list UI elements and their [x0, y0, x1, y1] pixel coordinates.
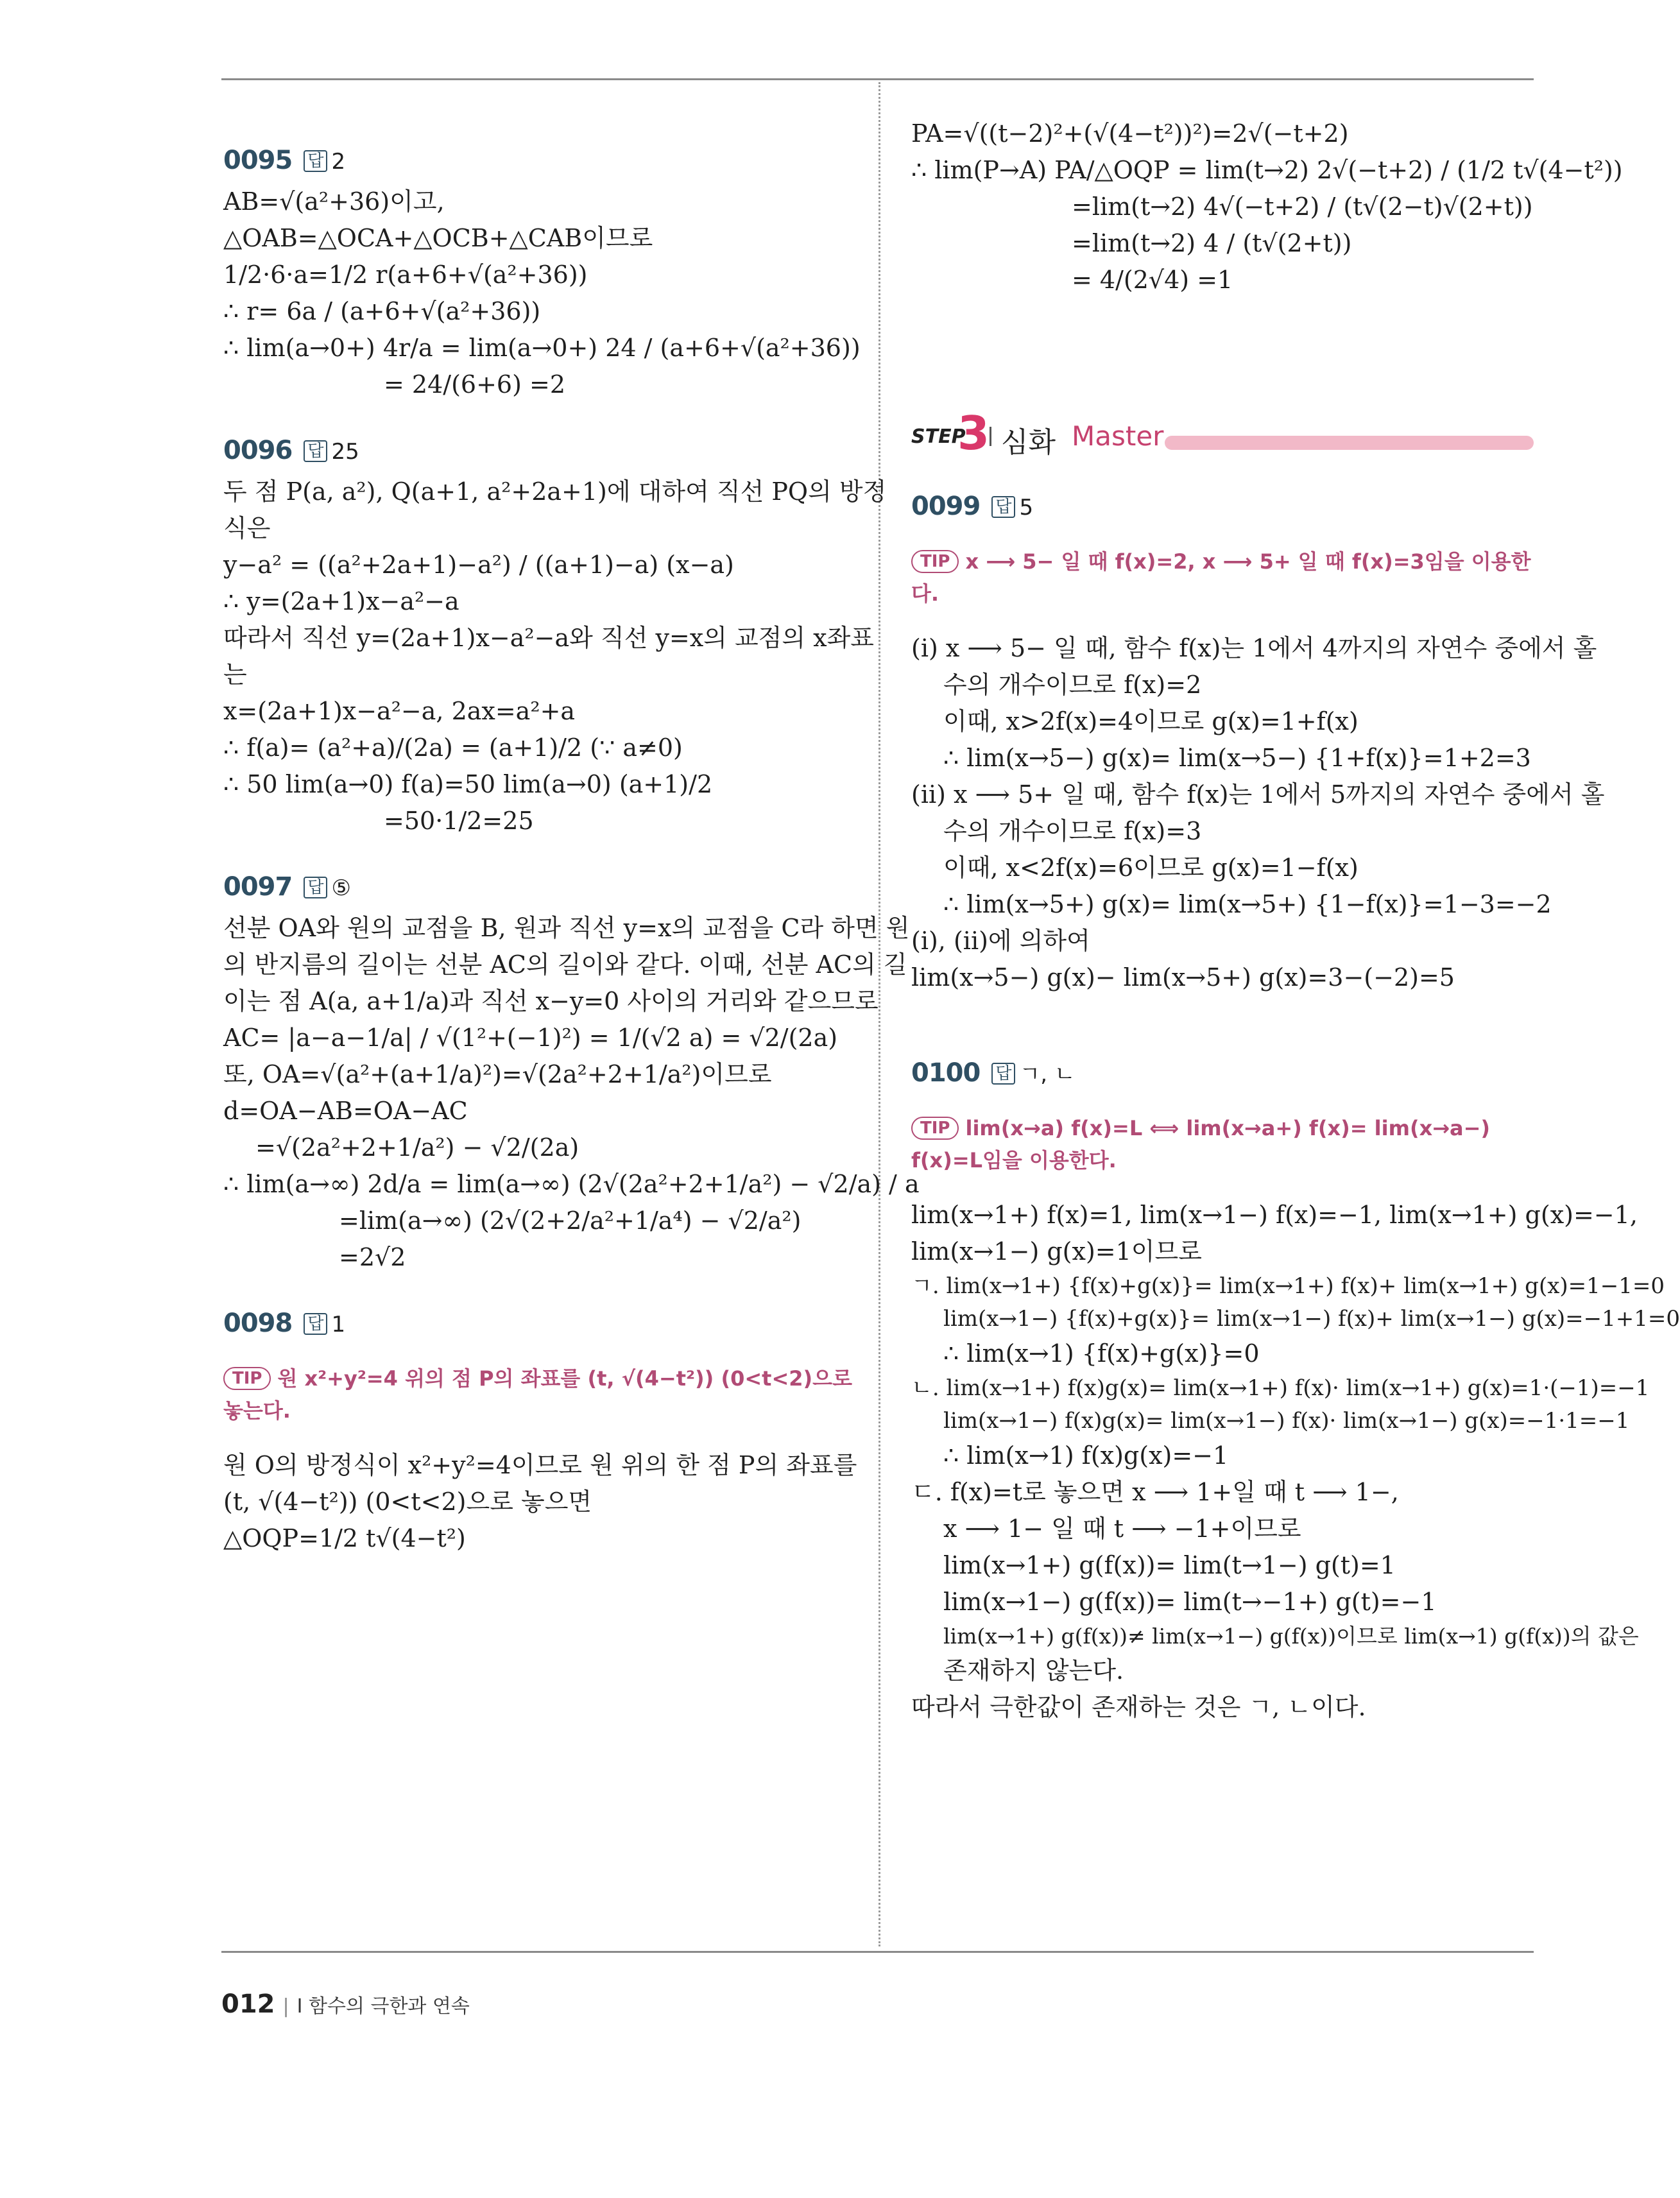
solution-line: (ii) x ⟶ 5+ 일 때, 함수 f(x)는 1에서 5까지의 자연수 중에서 홀 — [911, 780, 1605, 809]
solution-line: 수의 개수이므로 f(x)=3 — [943, 817, 1202, 846]
solution-line: 두 점 P(a, a²), Q(a+1, a²+2a+1)에 대하여 직선 PQ의 방정 — [223, 477, 887, 506]
solution-line: (t, √(4−t²)) (0<t<2)으로 놓으면 — [223, 1488, 592, 1516]
solution-line: ∴ lim(P→A) PA/△OQP = lim(t→2) 2√(−t+2) / (1/2 t√(4−t²)) — [911, 156, 1623, 184]
solution-line: =√(2a²+2+1/a²) − √2/(2a) — [255, 1133, 579, 1162]
answer-value: 2 — [331, 149, 346, 175]
right-column — [911, 116, 1680, 1726]
solution-line: lim(x→5−) g(x)− lim(x→5+) g(x)=3−(−2)=5 — [911, 963, 1455, 992]
problem-number: 0100 — [911, 1058, 981, 1088]
solution-line: y−a² = ((a²+2a+1)−a²) / ((a+1)−a) (x−a) — [223, 551, 734, 579]
solution-line: =50·1/2=25 — [384, 807, 534, 835]
solution-line: ㄷ. f(x)=t로 놓으면 x ⟶ 1+일 때 t ⟶ 1−, — [911, 1478, 1399, 1507]
answer-badge: 답 — [304, 440, 327, 462]
solution-line: △OAB=△OCA+△OCB+△CAB이므로 — [223, 224, 653, 252]
solution-line: AC= |a−a−1/a| / √(1²+(−1)²) = 1/(√2 a) = √2/(2a) — [223, 1024, 838, 1052]
solution-line: ∴ f(a)= (a²+a)/(2a) = (a+1)/2 (∵ a≠0) — [223, 734, 683, 762]
solution-line: 식은 — [223, 514, 271, 542]
solution-line: ∴ lim(x→5−) g(x)= lim(x→5−) {1+f(x)}=1+2=3 — [943, 744, 1531, 773]
solution-line: = 4/(2√4) =1 — [1072, 266, 1233, 294]
problem-number: 0098 — [223, 1309, 293, 1338]
solution-line: 선분 OA와 원의 교점을 B, 원과 직선 y=x의 교점을 C라 하면 원 — [223, 914, 910, 942]
tip-note — [223, 1363, 852, 1427]
solution-line: lim(x→1+) g(f(x))≠ lim(x→1−) g(f(x))이므로 lim(x→1) g(f(x))의 값은 — [943, 1624, 1639, 1649]
solution-line: lim(x→1−) g(f(x))= lim(t→−1+) g(t)=−1 — [943, 1588, 1437, 1617]
solution-line: =lim(t→2) 4 / (t√(2+t)) — [1072, 229, 1352, 257]
solution-line: ∴ y=(2a+1)x−a²−a — [223, 587, 459, 615]
tip-badge: TIP — [911, 550, 959, 573]
problem-0098-header — [223, 1304, 852, 1343]
page-number: 012 — [221, 1989, 275, 2019]
solution-line: AB=√(a²+36)이고, — [223, 187, 445, 216]
tip-badge: TIP — [223, 1367, 271, 1390]
solution-line: lim(x→1−) {f(x)+g(x)}= lim(x→1−) f(x)+ lim(x→1−) g(x)=−1+1=0 — [943, 1306, 1680, 1332]
solution-line: ∴ lim(x→1) {f(x)+g(x)}=0 — [943, 1339, 1260, 1368]
solution-line: ∴ lim(x→1) f(x)g(x)=−1 — [943, 1441, 1229, 1470]
solution-line: ∴ r= 6a / (a+6+√(a²+36)) — [223, 297, 541, 325]
bottom-rule — [221, 1951, 1534, 1953]
step-title: 심화 — [1001, 426, 1056, 459]
solution-line: ∴ 50 lim(a→0) f(a)=50 lim(a→0) (a+1)/2 — [223, 770, 713, 798]
solution-line: (i) x ⟶ 5− 일 때, 함수 f(x)는 1에서 4까지의 자연수 중에서 홀 — [911, 634, 1597, 663]
solution-line: 원 O의 방정식이 x²+y²=4이므로 원 위의 한 점 P의 좌표를 — [223, 1451, 857, 1480]
solution-line: 는 — [223, 660, 247, 689]
step-banner — [911, 408, 1540, 459]
step-subtitle: Master — [1072, 420, 1164, 452]
answer-badge: 답 — [991, 496, 1015, 518]
solution-line: lim(x→1+) g(f(x))= lim(t→1−) g(t)=1 — [943, 1551, 1396, 1580]
solution-line: ㄱ. lim(x→1+) {f(x)+g(x)}= lim(x→1+) f(x)+ lim(x→1+) g(x)=1−1=0 — [911, 1273, 1665, 1300]
solution-line: 따라서 직선 y=(2a+1)x−a²−a와 직선 y=x의 교점의 x좌표 — [223, 624, 875, 652]
solution-line: 이는 점 A(a, a+1/a)과 직선 x−y=0 사이의 거리와 같으므로 — [223, 987, 879, 1015]
problem-0099-header — [911, 487, 1540, 526]
answer-value: ㄱ, ㄴ — [1019, 1061, 1076, 1088]
step-number: 3 — [957, 406, 990, 460]
problem-number: 0096 — [223, 436, 293, 465]
answer-badge: 답 — [304, 150, 327, 172]
problem-number: 0097 — [223, 872, 293, 902]
step-stripe — [1165, 436, 1534, 450]
page-footer — [221, 1989, 470, 2019]
solution-line: △OQP=1/2 t√(4−t²) — [223, 1524, 466, 1553]
solution-line: ㄴ. lim(x→1+) f(x)g(x)= lim(x→1+) f(x)· lim(x→1+) g(x)=1·(−1)=−1 — [911, 1375, 1650, 1402]
step-label: STEP — [911, 425, 966, 448]
solution-line: =lim(t→2) 4√(−t+2) / (t√(2−t)√(2+t)) — [1072, 193, 1533, 221]
problem-0095-header — [223, 141, 852, 180]
answer-value: 25 — [331, 439, 359, 465]
solution-line: 따라서 극한값이 존재하는 것은 ㄱ, ㄴ이다. — [911, 1692, 1366, 1721]
problem-number: 0099 — [911, 492, 981, 521]
answer-badge: 답 — [304, 1313, 327, 1335]
chapter-title: Ⅰ 함수의 극한과 연속 — [296, 1995, 470, 2018]
solution-line: x=(2a+1)x−a²−a, 2ax=a²+a — [223, 697, 576, 725]
problem-0096-header — [223, 431, 852, 470]
left-column — [223, 122, 920, 1557]
tip-note — [911, 1113, 1540, 1176]
solution-line: x ⟶ 1− 일 때 t ⟶ −1+이므로 — [943, 1515, 1301, 1543]
tip-text: lim(x→a) f(x)=L ⟺ lim(x→a+) f(x)= lim(x→a−) f(x)=L임을 이용한다. — [911, 1116, 1491, 1172]
footer-separator: | — [282, 1995, 289, 2018]
solution-line: 이때, x>2f(x)=4이므로 g(x)=1+f(x) — [943, 707, 1359, 736]
column-divider — [879, 82, 880, 1946]
solution-line: 1/2·6·a=1/2 r(a+6+√(a²+36)) — [223, 261, 588, 289]
solution-line: (i), (ii)에 의하여 — [911, 927, 1090, 956]
solution-line: = 24/(6+6) =2 — [384, 370, 566, 399]
tip-note — [911, 546, 1540, 610]
solution-line: ∴ lim(a→∞) 2d/a = lim(a→∞) (2√(2a²+2+1/a²) − √2/a) / a — [223, 1170, 920, 1198]
solution-line: 수의 개수이므로 f(x)=2 — [943, 671, 1202, 700]
solution-line: lim(x→1+) f(x)=1, lim(x→1−) f(x)=−1, lim(x→1+) g(x)=−1, — [911, 1201, 1638, 1230]
solution-line: 이때, x<2f(x)=6이므로 g(x)=1−f(x) — [943, 854, 1359, 882]
solution-line: 존재하지 않는다. — [943, 1656, 1124, 1685]
problem-0097-header — [223, 868, 852, 906]
solution-line: lim(x→1−) f(x)g(x)= lim(x→1−) f(x)· lim(x→1−) g(x)=−1·1=−1 — [943, 1408, 1630, 1434]
tip-badge: TIP — [911, 1117, 959, 1140]
tip-text: x ⟶ 5− 일 때 f(x)=2, x ⟶ 5+ 일 때 f(x)=3임을 이용한다. — [911, 549, 1531, 606]
solution-line: PA=√((t−2)²+(√(4−t²))²)=2√(−t+2) — [911, 119, 1349, 148]
answer-value: ⑤ — [331, 875, 351, 901]
answer-value: 1 — [331, 1312, 346, 1337]
tip-text: 원 x²+y²=4 위의 점 P의 좌표를 (t, √(4−t²)) (0<t<2)으로 놓는다. — [223, 1366, 852, 1423]
answer-badge: 답 — [991, 1063, 1015, 1085]
top-rule — [221, 78, 1534, 80]
solution-line: =2√2 — [339, 1243, 406, 1271]
problem-number: 0095 — [223, 146, 293, 175]
answer-badge: 답 — [304, 877, 327, 898]
solution-line: d=OA−AB=OA−AC — [223, 1097, 468, 1125]
solution-line: =lim(a→∞) (2√(2+2/a²+1/a⁴) − √2/a²) — [339, 1206, 801, 1235]
solution-line: lim(x→1−) g(x)=1이므로 — [911, 1237, 1202, 1266]
solution-line: 의 반지름의 길이는 선분 AC의 길이와 같다. 이때, 선분 AC의 길 — [223, 950, 907, 979]
solution-line: ∴ lim(x→5+) g(x)= lim(x→5+) {1−f(x)}=1−3=−2 — [943, 890, 1552, 919]
solution-line: 또, OA=√(a²+(a+1/a)²)=√(2a²+2+1/a²)이므로 — [223, 1060, 772, 1088]
solution-line: ∴ lim(a→0+) 4r/a = lim(a→0+) 24 / (a+6+√(a²+36)) — [223, 334, 861, 362]
problem-0100-header — [911, 1054, 1540, 1092]
step-separator — [990, 427, 991, 446]
answer-value: 5 — [1019, 495, 1034, 520]
